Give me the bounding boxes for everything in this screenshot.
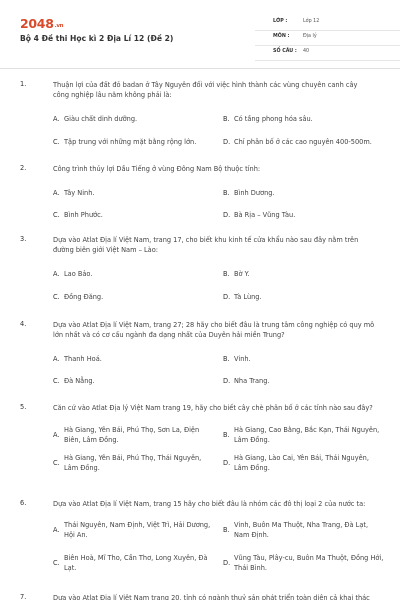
meta-row-count	[255, 46, 400, 61]
question-number: 3.	[20, 235, 27, 243]
question-text: Thuận lợi của đất đỏ badan ở Tây Nguyên đối với việc hình thành các vùng chuyên canh cây công nghiệp lâu năm không phải là:	[53, 81, 358, 99]
option-letter: B.	[223, 526, 230, 534]
question-text: Căn cứ vào Atlat Địa lý Việt Nam trang 19, hãy cho biết cây chè phân bố ở các tỉnh nào sau đây?	[53, 404, 373, 412]
question-number: 6.	[20, 499, 27, 507]
document-title: Bộ 4 Đề thi Học kì 2 Địa Lí 12 (Đề 2)	[20, 34, 174, 43]
meta-row-subject	[255, 31, 400, 46]
option-letter: A.	[53, 115, 60, 123]
question-number: 2.	[20, 164, 27, 172]
option-text: Vinh, Buôn Ma Thuột, Nha Trang, Đà Lạt, Nam Định.	[234, 521, 369, 539]
option-text: Hà Giang, Yên Bái, Phú Thọ, Sơn La, Điện Biên, Lâm Đồng.	[64, 426, 200, 444]
option-text: Chỉ phân bố ở các cao nguyên 400-500m.	[234, 138, 372, 146]
logo-suffix: .vn	[54, 23, 64, 29]
question-text: Dựa vào Atlat Địa lí Việt Nam, trang 27; 28 hãy cho biết đâu là trung tâm công nghiệp có quy mô lớn nhất và có cơ cấu ngành đa dạng nhất của Duyên hải miền Trung?	[53, 321, 375, 339]
site-logo[interactable]	[20, 16, 63, 31]
option-text: Tây Ninh.	[64, 189, 95, 197]
option-letter: B.	[223, 355, 230, 363]
question-text: Dựa vào Atlat Địa lí Việt Nam, trang 15 hãy cho biết đâu là nhóm các đô thị loại 2 của nước ta:	[53, 500, 366, 508]
option-text: Thái Nguyên, Nam Định, Việt Trì, Hải Dương, Hội An.	[64, 521, 211, 539]
option-letter: D.	[223, 293, 231, 301]
option-letter: A.	[53, 189, 60, 197]
option-text: Bình Dương.	[234, 189, 275, 197]
option-letter: C.	[53, 377, 60, 385]
question-number: 4.	[20, 320, 27, 328]
meta-row-class	[255, 16, 400, 31]
option-letter: C.	[53, 138, 60, 146]
question-number: 5.	[20, 403, 27, 411]
option-text: Tập trung với những mặt bằng rộng lớn.	[64, 138, 197, 146]
meta-value: Lớp 12	[303, 19, 320, 24]
option-text: Biên Hoà, Mĩ Tho, Cần Thơ, Long Xuyên, Đà Lạt.	[64, 554, 208, 572]
option-text: Nha Trang.	[234, 377, 270, 385]
option-letter: D.	[223, 377, 231, 385]
option-letter: B.	[223, 270, 230, 278]
option-text: Thanh Hoá.	[64, 355, 102, 363]
meta-panel	[255, 16, 400, 61]
option-letter: C.	[53, 293, 60, 301]
option-letter: C.	[53, 459, 60, 467]
option-text: Lao Bảo.	[64, 270, 93, 278]
option-text: Hà Giang, Lào Cai, Yên Bái, Thái Nguyên, Lâm Đồng.	[234, 454, 369, 472]
option-letter: B.	[223, 431, 230, 439]
option-letter: B.	[223, 115, 230, 123]
option-text: Hà Giang, Cao Bằng, Bắc Kạn, Thái Nguyên, Lâm Đồng.	[234, 426, 380, 444]
option-text: Đồng Đăng.	[64, 293, 104, 301]
option-letter: D.	[223, 459, 231, 467]
logo-text: 2048	[20, 16, 54, 31]
option-text: Có tầng phong hóa sâu.	[234, 115, 313, 123]
option-text: Vinh.	[234, 355, 251, 363]
option-letter: D.	[223, 211, 231, 219]
meta-value: Địa lý	[303, 34, 317, 39]
header-divider	[0, 68, 400, 69]
option-text: Bờ Y.	[234, 270, 250, 278]
question-number: 7.	[20, 593, 27, 600]
document-header	[20, 16, 382, 60]
meta-label: MÔN :	[273, 34, 290, 39]
option-text: Bà Rịa – Vũng Tàu.	[234, 211, 296, 219]
option-letter: C.	[53, 559, 60, 567]
question-text: Công trình thủy lợi Dầu Tiếng ở vùng Đông Nam Bộ thuộc tỉnh:	[53, 165, 261, 173]
option-letter: A.	[53, 270, 60, 278]
option-text: Tà Lùng.	[234, 293, 262, 301]
option-letter: C.	[53, 211, 60, 219]
question-text: Dựa vào Atlat Địa lí Việt Nam trang 20, tỉnh có ngành thuỷ sản phát triển toàn diện cả khai thác	[53, 594, 370, 600]
question-number: 1.	[20, 80, 27, 88]
meta-label: LỚP :	[273, 19, 288, 24]
option-text: Giàu chất dinh dưỡng.	[64, 115, 138, 123]
option-letter: A.	[53, 355, 60, 363]
option-text: Đà Nẵng.	[64, 377, 95, 385]
option-letter: D.	[223, 138, 231, 146]
meta-value: 40	[303, 49, 310, 54]
option-text: Bình Phước.	[64, 211, 103, 219]
option-letter: D.	[223, 559, 231, 567]
option-text: Vũng Tàu, Plây-cu, Buôn Ma Thuột, Đồng Hới, Thái Bình.	[234, 554, 384, 572]
option-text: Hà Giang, Yên Bái, Phú Thọ, Thái Nguyên, Lâm Đồng.	[64, 454, 202, 472]
question-text: Dựa vào Atlat Địa lí Việt Nam, trang 17, cho biết khu kinh tế cửa khẩu nào sau đây nằm trên đường biên giới Việt Nam – Lào:	[53, 236, 359, 254]
meta-label: SỐ CÂU :	[273, 49, 297, 54]
option-letter: B.	[223, 189, 230, 197]
option-letter: A.	[53, 431, 60, 439]
option-letter: A.	[53, 526, 60, 534]
